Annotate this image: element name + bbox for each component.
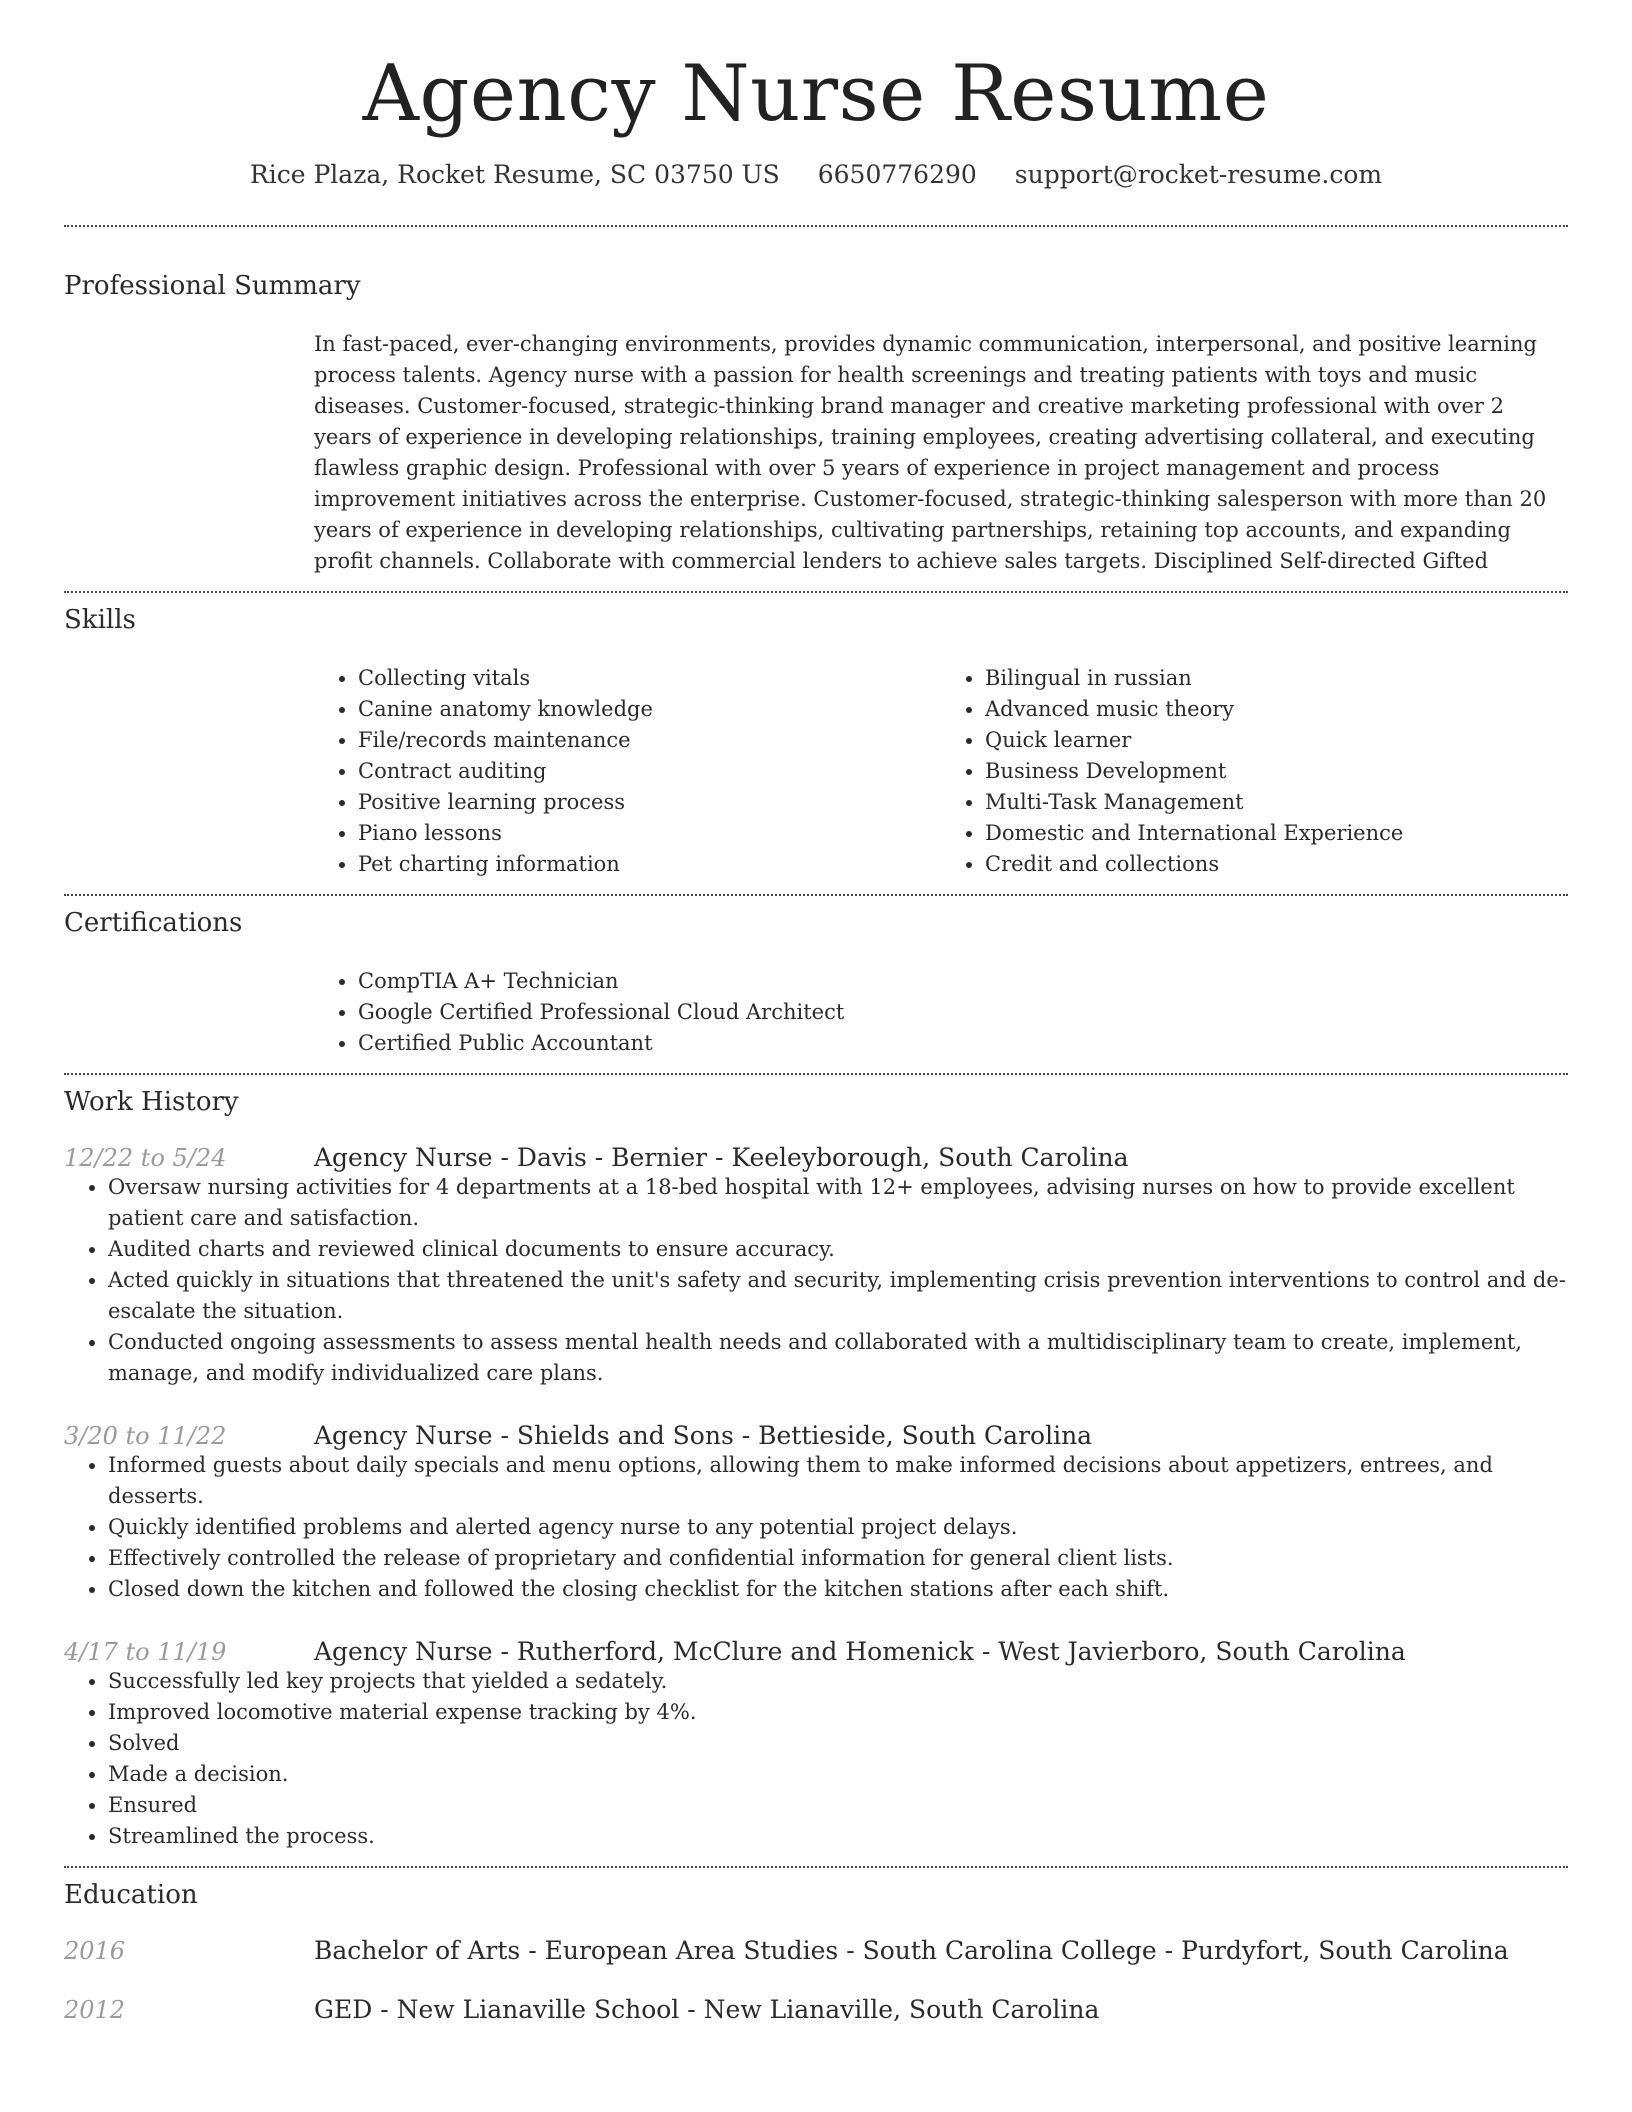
certifications-section — [0, 896, 1632, 1059]
education-title: Bachelor of Arts - European Area Studies - South Carolina College - Purdyfort, South Carolina — [314, 1935, 1509, 1965]
job-bullet: • Acted quickly in situations that threatened the unit's safety and security, implementing crisis prevention interventions to control and de-escalate the situation. — [108, 1265, 1568, 1327]
section-title-work-history: Work History — [64, 1086, 239, 1117]
job-bullet: • Solved — [108, 1728, 1568, 1759]
education-entry — [64, 1936, 1568, 1965]
job-entry — [64, 1421, 1568, 1605]
section-title-summary: Professional Summary — [64, 270, 361, 301]
job-bullet: • Made a decision. — [108, 1759, 1568, 1790]
skill-item: • Collecting vitals — [358, 663, 941, 694]
certifications-list — [314, 966, 1568, 1059]
education-year: 2016 — [64, 1936, 126, 1965]
job-bullet: • Oversaw nursing activities for 4 departments at a 18-bed hospital with 12+ employees, advising nurses on how to provide excellent patient care and satisfaction. — [108, 1172, 1568, 1234]
job-bullet: • Ensured — [108, 1790, 1568, 1821]
section-title-education: Education — [64, 1879, 198, 1910]
skill-item: • Canine anatomy knowledge — [358, 694, 941, 725]
skills-section — [0, 593, 1632, 880]
job-bullet: • Improved locomotive material expense tracking by 4%. — [108, 1697, 1568, 1728]
job-header — [64, 1143, 1568, 1172]
skill-item: • Piano lessons — [358, 818, 941, 849]
skill-item: • Positive learning process — [358, 787, 941, 818]
job-bullet: • Closed down the kitchen and followed the closing checklist for the kitchen stations after each shift. — [108, 1574, 1568, 1605]
job-bullet: • Audited charts and reviewed clinical documents to ensure accuracy. — [108, 1234, 1568, 1265]
job-title: Agency Nurse - Rutherford, McClure and Homenick - West Javierboro, South Carolina — [314, 1636, 1406, 1666]
certifications-body — [314, 966, 1568, 1059]
job-bullets — [64, 1666, 1568, 1852]
skill-item: • Bilingual in russian — [985, 663, 1568, 694]
education-year: 2012 — [64, 1995, 126, 2024]
summary-section — [0, 227, 1632, 577]
resume-header — [0, 0, 1632, 189]
section-title-certifications: Certifications — [64, 907, 243, 938]
skill-item: • Multi-Task Management — [985, 787, 1568, 818]
summary-text: In fast-paced, ever-changing environments, provides dynamic communication, interpersonal, and positive learning process talents. Agency nurse with a passion for health screenings and treating patients with toys and music diseases. Customer-focused, strategic-thinking brand manager and creative marketing professional with over 2 years of experience in developing relationships, training employees, creating advertising collateral, and executing flawless graphic design. Professional with over 5 years of experience in project management and process improvement initiatives across the enterprise. Customer-focused, strategic-thinking salesperson with more than 20 years of experience in developing relationships, cultivating partnerships, retaining top accounts, and expanding profit channels. Collaborate with commercial lenders to achieve sales targets. Disciplined Self-directed Gifted — [314, 331, 1547, 573]
education-title: GED - New Lianaville School - New Lianaville, South Carolina — [314, 1994, 1100, 2024]
job-bullets — [64, 1172, 1568, 1389]
job-bullet: • Effectively controlled the release of proprietary and confidential information for general client lists. — [108, 1543, 1568, 1574]
job-header — [64, 1421, 1568, 1450]
job-dates: 4/17 to 11/19 — [64, 1637, 227, 1666]
contact-phone: 6650776290 — [817, 159, 977, 189]
education-entry — [64, 1995, 1568, 2024]
job-bullet: • Informed guests about daily specials and menu options, allowing them to make informed decisions about appetizers, entrees, and desserts. — [108, 1450, 1568, 1512]
certification-item: • Certified Public Accountant — [358, 1028, 1568, 1059]
job-bullet: • Streamlined the process. — [108, 1821, 1568, 1852]
skills-list-right — [941, 663, 1568, 880]
certification-item: • CompTIA A+ Technician — [358, 966, 1568, 997]
job-dates: 3/20 to 11/22 — [64, 1421, 227, 1450]
job-bullet: • Successfully led key projects that yielded a sedately. — [108, 1666, 1568, 1697]
section-title-skills: Skills — [64, 604, 136, 635]
skills-list-left — [314, 663, 941, 880]
contact-address: Rice Plaza, Rocket Resume, SC 03750 US — [249, 159, 780, 189]
job-header — [64, 1637, 1568, 1666]
certification-item: • Google Certified Professional Cloud Architect — [358, 997, 1568, 1028]
contact-line — [0, 160, 1632, 189]
skill-item: • Advanced music theory — [985, 694, 1568, 725]
job-bullet: • Conducted ongoing assessments to assess mental health needs and collaborated with a multidisciplinary team to create, implement, manage, and modify individualized care plans. — [108, 1327, 1568, 1389]
skill-item: • Contract auditing — [358, 756, 941, 787]
skill-item: • File/records maintenance — [358, 725, 941, 756]
job-title: Agency Nurse - Shields and Sons - Bettieside, South Carolina — [314, 1420, 1093, 1450]
job-entry — [64, 1637, 1568, 1852]
job-dates: 12/22 to 5/24 — [64, 1143, 227, 1172]
skill-item: • Quick learner — [985, 725, 1568, 756]
skills-columns — [314, 663, 1568, 880]
skill-item: • Domestic and International Experience — [985, 818, 1568, 849]
skill-item: • Business Development — [985, 756, 1568, 787]
contact-email: support@rocket-resume.com — [1014, 159, 1383, 189]
job-entry — [64, 1143, 1568, 1389]
skill-item: • Pet charting information — [358, 849, 941, 880]
skill-item: • Credit and collections — [985, 849, 1568, 880]
resume-name: Agency Nurse Resume — [362, 49, 1270, 139]
education-section — [0, 1868, 1632, 2024]
job-bullets — [64, 1450, 1568, 1605]
job-title: Agency Nurse - Davis - Bernier - Keeleyborough, South Carolina — [314, 1142, 1129, 1172]
work-history-section — [0, 1075, 1632, 1852]
job-bullet: • Quickly identified problems and alerted agency nurse to any potential project delays. — [108, 1512, 1568, 1543]
